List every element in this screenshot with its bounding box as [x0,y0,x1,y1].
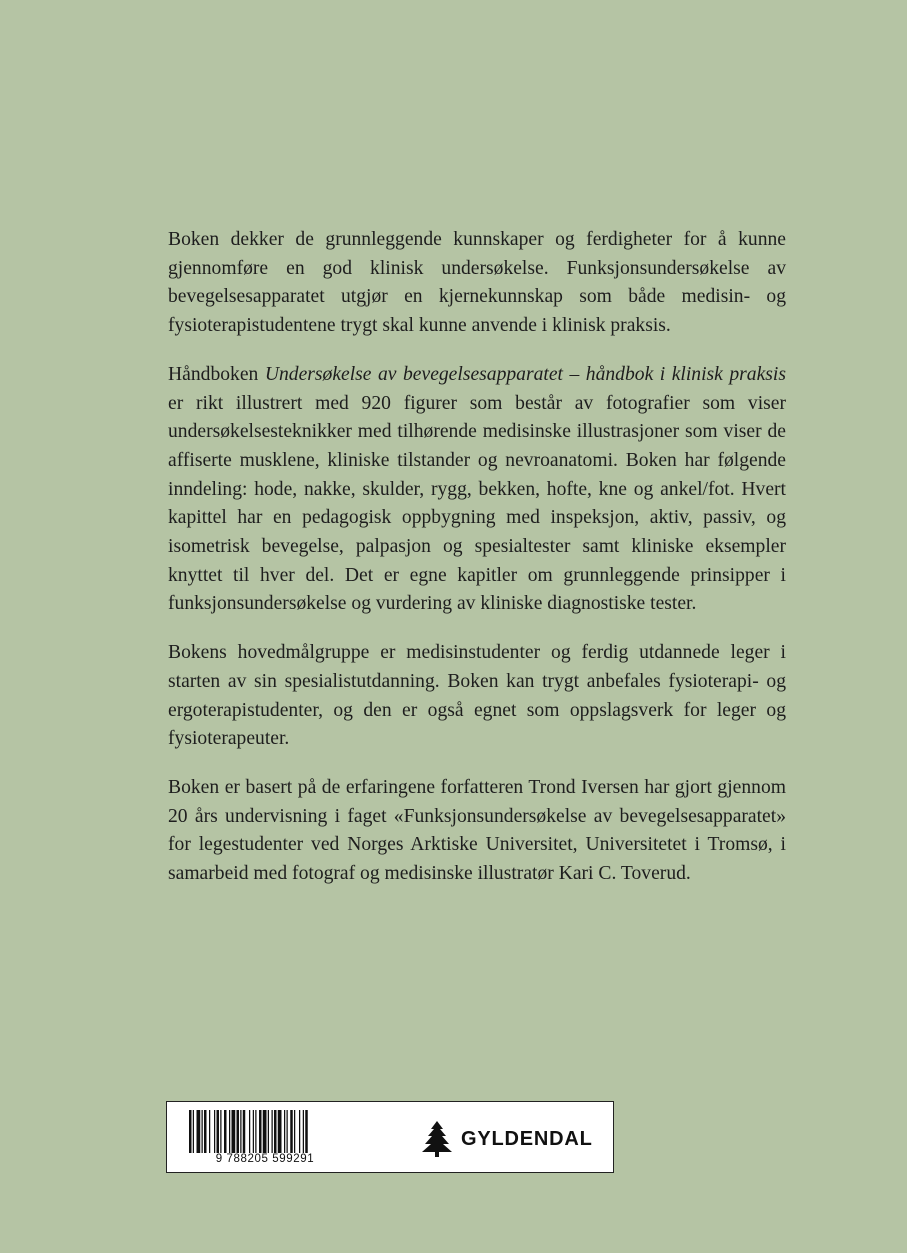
blurb-paragraph-1: Boken dekker de grunnleggende kunnskaper og ferdigheter for å kunne gjennomføre en god klinisk undersøkelse. Funksjonsundersøkelse av bevegelsesapparatet utgjør en kjernekunnskap som både medisin- og fysioterapistudentene trygt skal kunne anvende i klinisk praksis. [168,229,786,337]
book-title-italic: Undersøkelse av bevegelsesapparatet – håndbok i klinisk praksis [264,363,786,385]
barcode-icon [185,1110,345,1166]
blurb-paragraph-4: Boken er basert på de erfaringene forfatteren Trond Iversen har gjort gjennom 20 års undervisning i faget «Funksjonsundersøkelse av bevegelsesapparatet» for legestudenter ved Norges Arktiske Universitet, Universitetet i Tromsø, i samarbeid med fotograf og medisinske illustratør Kari C. Toverud. [168,776,786,885]
publisher-name: GYLDENDAL [461,1127,593,1150]
blurb-text [168,226,786,909]
isbn-digits: 9 788205 599291 [185,1153,345,1166]
barcode-publisher-label [166,1101,614,1173]
blurb-paragraph-3: Bokens hovedmålgruppe er medisinstudenter og ferdig utdannede leger i starten av sin spesialistutdanning. Boken kan trygt anbefales fysioterapi- og ergoterapistudenter, og den er også egnet som oppslagsverk for leger og fysioterapeuter. [168,642,786,750]
blurb-paragraph-2-rest: er rikt illustrert med 920 figurer som består av fotografier som viser undersøkelsesteknikker med tilhørende medisinske illustrasjoner som viser de affiserte musklene, kliniske tilstander og nevroanatomi. Boken har følgende inndeling: hode, nakke, skulder, rygg, bekken, hofte, kne og ankel/fot. Hvert kapittel har en pedagogisk oppbygning med inspeksjon, aktiv, passiv, og isometrisk bevegelse, palpasjon og spesialtester samt kliniske eksempler knyttet til hver del. Det er egne kapitler om grunnleggende prinsipper i funksjonsundersøkelse og vurdering av kliniske diagnostiske tester. [168,392,786,615]
publisher-logo [421,1120,593,1158]
blurb-paragraph-2-intro: Håndboken [168,363,265,385]
tree-icon [421,1120,453,1158]
blurb-paragraph-2 [168,361,786,619]
